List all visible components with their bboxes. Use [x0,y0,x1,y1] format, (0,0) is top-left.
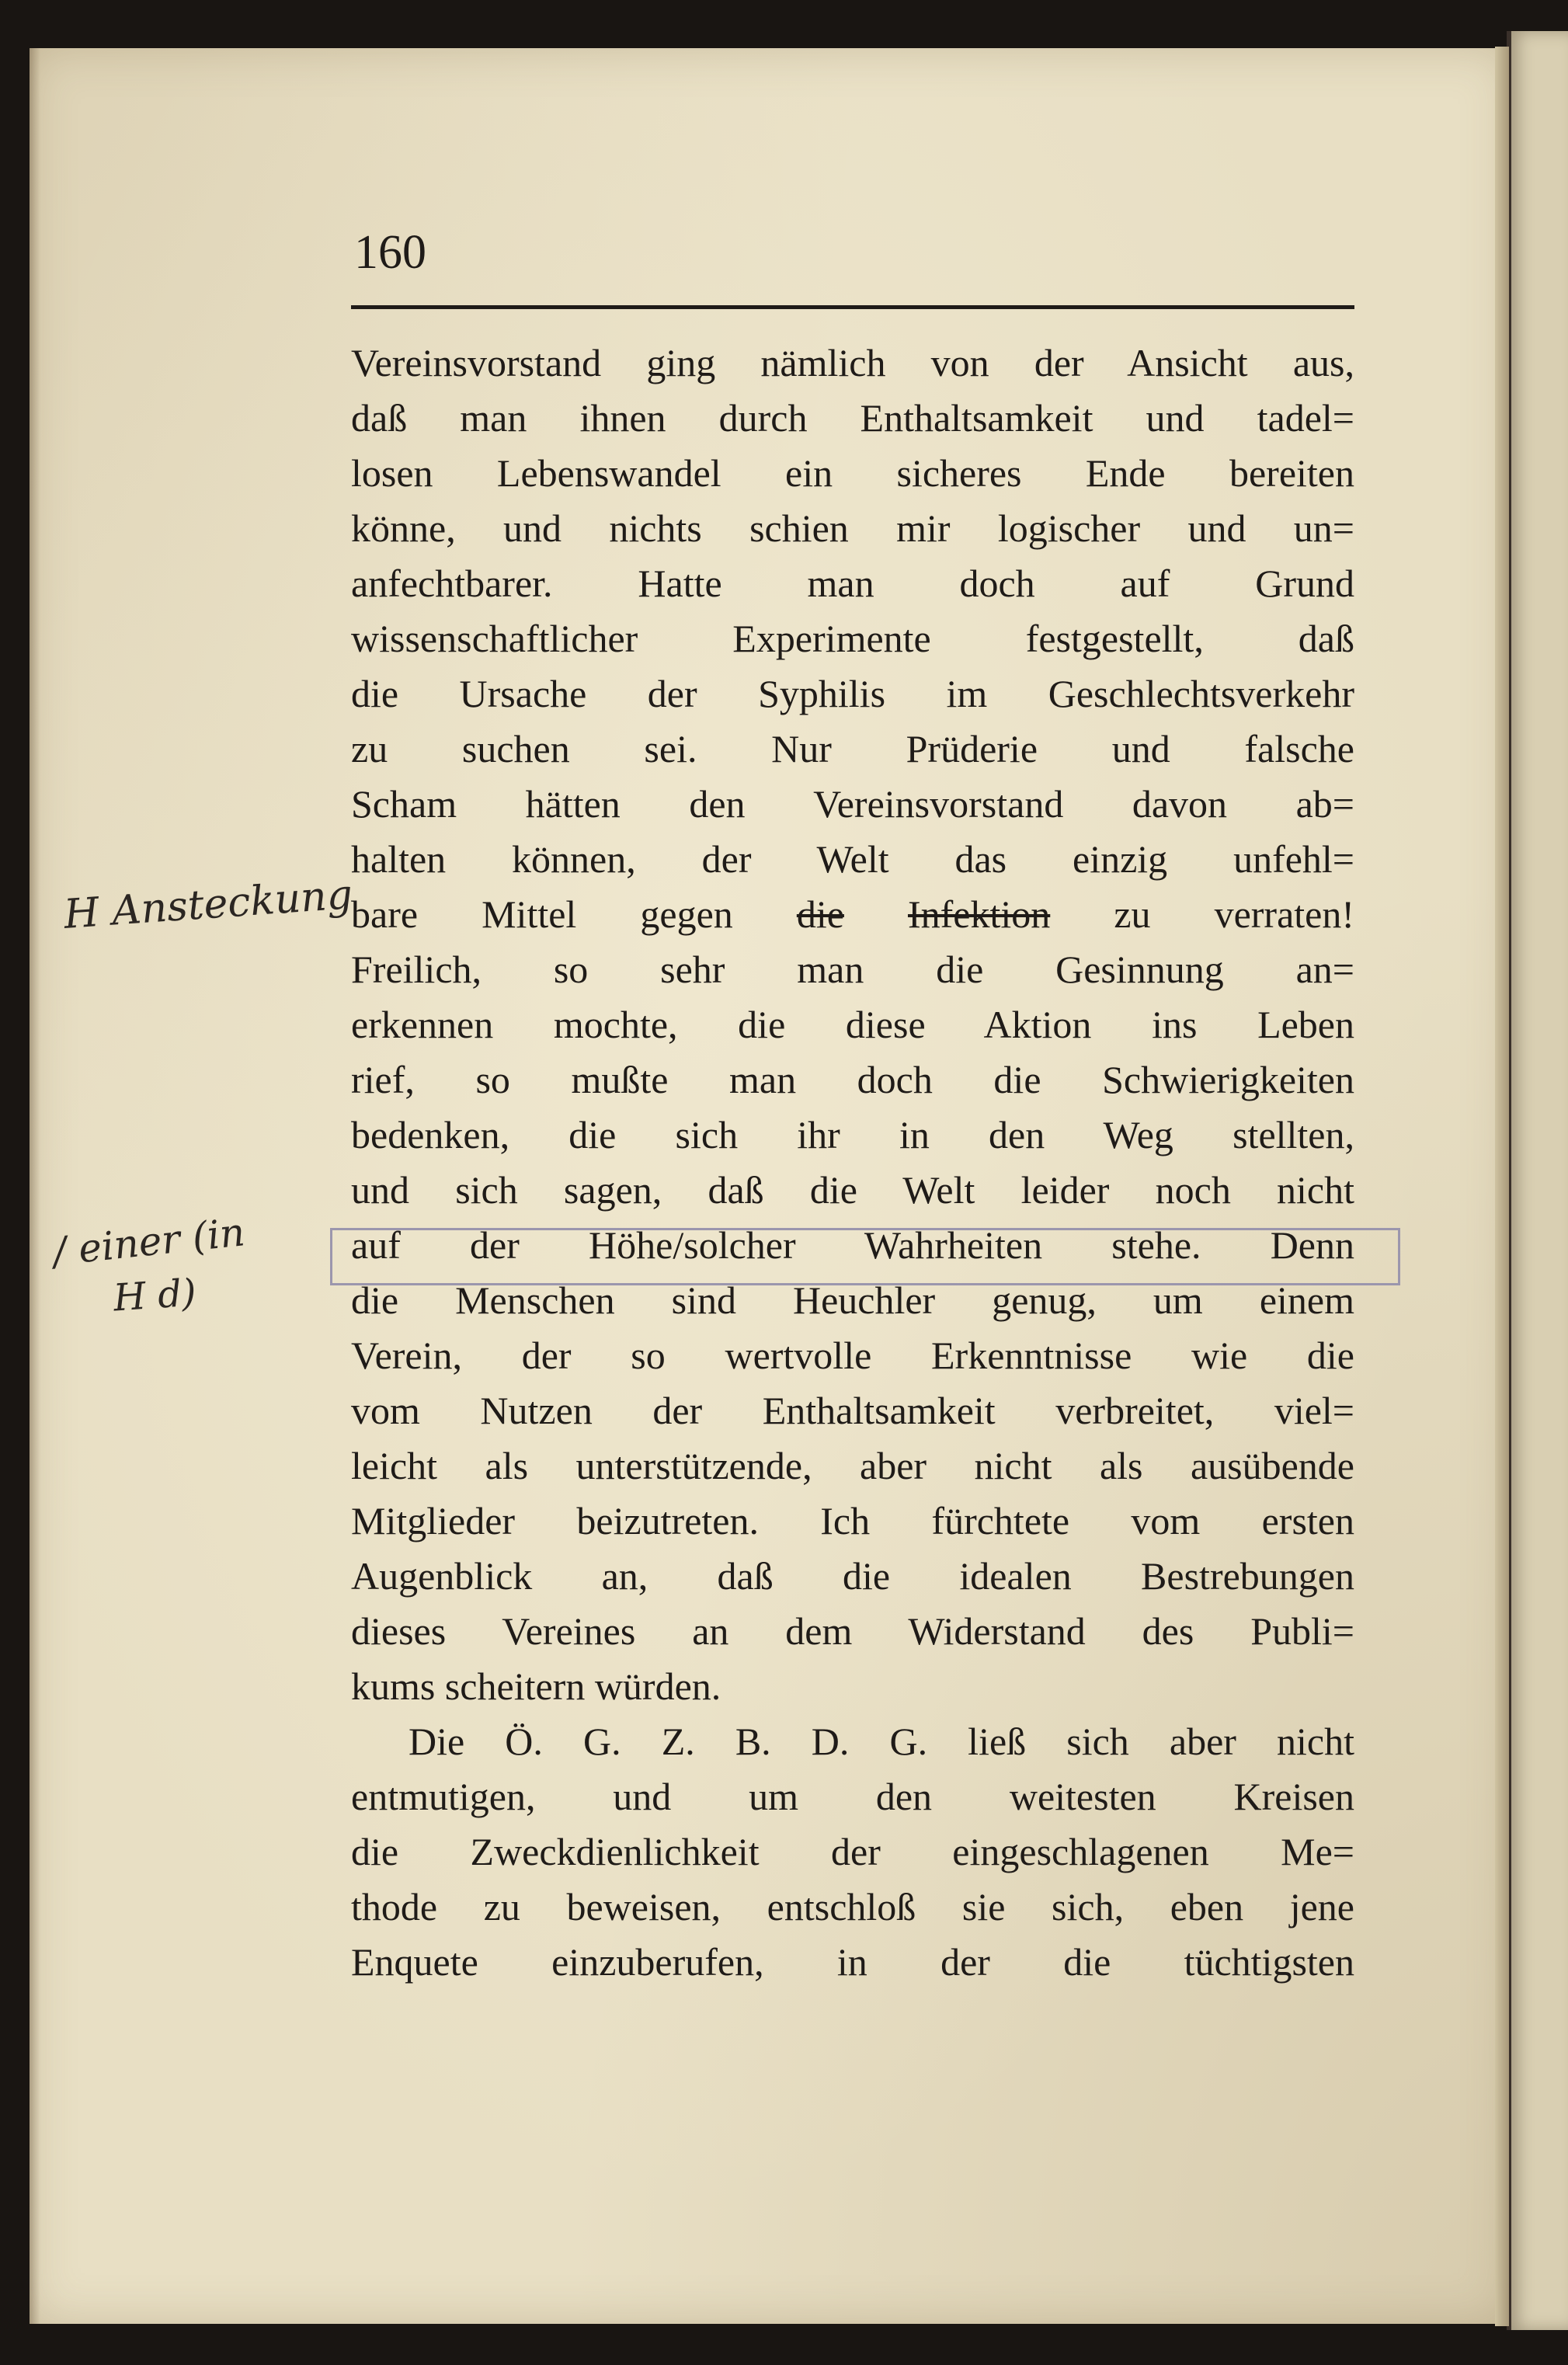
text-line: vom Nutzen der Enthaltsamkeit verbreitet, viel= [351,1389,1354,1432]
text-line: kums scheitern würden. [351,1664,721,1708]
text-line: die Menschen sind Heuchler genug, um einem [351,1278,1354,1322]
text-line: thode zu beweisen, entschloß sie sich, eben jene [351,1885,1354,1929]
struck-word: die [796,892,844,936]
text-line: dieses Vereines an dem Widerstand des Publi= [351,1609,1354,1653]
text-line: die Ursache der Syphilis im Geschlechtsverkehr [351,672,1354,715]
text-line: könne, und nichts schien mir logischer und un= [351,506,1354,550]
text-line: auf der Höhe/solcher Wahrheiten stehe. Denn [351,1223,1354,1267]
text-line: halten können, der Welt das einzig unfehl= [351,837,1354,881]
page-number: 160 [354,226,426,279]
text-line: leicht als unterstützende, aber nicht als ausübende [351,1444,1354,1487]
text-line: Vereinsvorstand ging nämlich von der Ansicht aus, [351,341,1354,384]
text-line: erkennen mochte, die diese Aktion ins Leben [351,1003,1354,1046]
text-line: entmutigen, und um den weitesten Kreisen [351,1775,1354,1818]
text-line: losen Lebenswandel ein sicheres Ende bereiten [351,451,1354,495]
text-line: bedenken, die sich ihr in den Weg stellten, [351,1113,1354,1156]
body-text [351,336,1354,1990]
text-line: Freilich, so sehr man die Gesinnung an= [351,948,1354,991]
paragraph-start-line: Die Ö. G. Z. B. D. G. ließ sich aber nicht [409,1720,1354,1763]
page-edge-shadow [30,48,40,2324]
text-line-with-strikethrough [351,887,1354,942]
text-line: Augenblick an, daß die idealen Bestrebungen [351,1554,1354,1598]
text-line: Enquete einzuberufen, in der die tüchtigsten [351,1940,1354,1984]
text-line: Scham hätten den Vereinsvorstand davon ab= [351,782,1354,826]
text-line: anfechtbarer. Hatte man doch auf Grund [351,562,1354,605]
margin-note: H d) [112,1271,198,1320]
adjacent-page-edge [1507,31,1568,2330]
struck-word: Infektion [907,892,1051,936]
text-line: Verein, der so wertvolle Erkenntnisse wie die [351,1334,1354,1377]
correction-highlight-box [330,1228,1400,1285]
text-line: Mitglieder beizutreten. Ich fürchtete vom ersten [351,1499,1354,1542]
margin-note: / einer (in [50,1209,247,1275]
line-segment: zu verraten! [1114,892,1355,936]
text-line: und sich sagen, daß die Welt leider noch nicht [351,1168,1354,1212]
text-line: daß man ihnen durch Enthaltsamkeit und tadel= [351,396,1354,440]
text-line: zu suchen sei. Nur Prüderie und falsche [351,727,1354,770]
header-rule [351,305,1354,309]
margin-note: H Ansteckung [62,871,354,938]
text-line: rief, so mußte man doch die Schwierigkeiten [351,1058,1354,1101]
line-segment: bare Mittel gegen [351,892,733,936]
text-line: wissenschaftlicher Experimente festgestellt, daß [351,617,1354,660]
text-line: die Zweckdienlichkeit der eingeschlagenen Me= [351,1830,1354,1873]
page-gutter [1495,47,1509,2326]
